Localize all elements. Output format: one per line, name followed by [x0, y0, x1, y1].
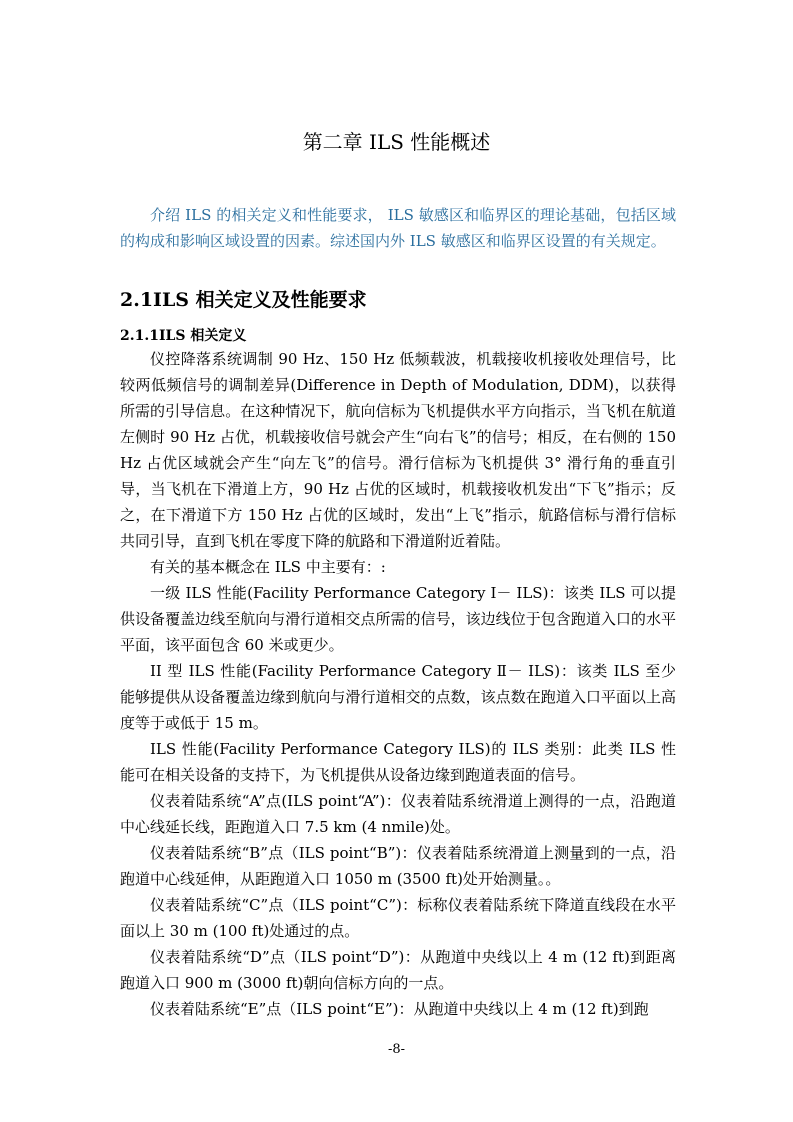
page-number: -8-: [387, 1042, 406, 1057]
body-paragraph: 仪表着陆系统“E”点（ILS point“E”)：从跑道中央线以上 4 m (12 ft)到跑: [150, 1000, 649, 1018]
subsection-heading: 2.1.1ILS 相关定义: [120, 328, 247, 344]
body-paragraph: ILS 性能(Facility Performance Category ILS)的 ILS 类别：此类 ILS 性能可在相关设备的支持下，为飞机提供从设备边缘到跑道表面的信号。: [120, 740, 676, 784]
intro-paragraph: 介绍 ILS 的相关定义和性能要求， ILS 敏感区和临界区的理论基础，包括区域的构成和影响区域设置的因素。综述国内外 ILS 敏感区和临界区设置的有关规定。: [120, 206, 676, 250]
section-heading: 2.1ILS 相关定义及性能要求: [120, 289, 367, 311]
body-paragraph: II 型 ILS 性能(Facility Performance Category Ⅱ－ ILS)：该类 ILS 至少能够提供从设备覆盖边缘到航向与滑行道相交的点数，该点数在跑道入口平面以上高度等于或低于 15 m。: [120, 662, 676, 732]
main-body: [120, 346, 676, 1022]
chapter-intro: [120, 202, 676, 254]
body-paragraph: 仪表着陆系统“A”点(ILS point“A”)：仪表着陆系统滑道上测得的一点，沿跑道中心线延长线，距跑道入口 7.5 km (4 nmile)处。: [120, 792, 676, 836]
chapter-title: 第二章 ILS 性能概述: [302, 130, 491, 154]
body-paragraph: 仪控降落系统调制 90 Hz、150 Hz 低频载波，机载接收机接收处理信号，比较两低频信号的调制差异(Difference in Depth of Modulation, DDM)，以获得所需的引导信息。在这种情况下，航向信标为飞机提供水平方向指示，当飞机在航道左侧时 90 Hz 占优，机载接收信号就会产生“向右飞”的信号；相反，在右侧的 150 Hz 占优区域就会产生“向左飞”的信号。滑行信标为飞机提供 3° 滑行角的垂直引导，当飞机在下滑道上方，90 Hz 占优的区域时，机载接收机发出“下飞”指示；反之，在下滑道下方 150 Hz 占优的区域时，发出“上飞”指示，航路信标与滑行信标共同引导，直到飞机在零度下降的航路和下滑道附近着陆。: [120, 350, 676, 550]
body-paragraph: 仪表着陆系统“C”点（ILS point“C”)：标称仪表着陆系统下降道直线段在水平面以上 30 m (100 ft)处通过的点。: [120, 896, 676, 940]
body-paragraph: 仪表着陆系统“B”点（ILS point“B”)：仪表着陆系统滑道上测量到的一点，沿跑道中心线延伸，从距跑道入口 1050 m (3500 ft)处开始测量。。: [120, 844, 676, 888]
body-paragraph: 一级 ILS 性能(Facility Performance Category I－ ILS)：该类 ILS 可以提供设备覆盖边线至航向与滑行道相交点所需的信号，该边线位于包含跑道入口的水平平面，该平面包含 60 米或更少。: [120, 584, 676, 654]
body-paragraph: 有关的基本概念在 ILS 中主要有：:: [150, 558, 386, 576]
body-paragraph: 仪表着陆系统“D”点（ILS point“D”)：从跑道中央线以上 4 m (12 ft)到距离跑道入口 900 m (3000 ft)朝向信标方向的一点。: [120, 948, 676, 992]
